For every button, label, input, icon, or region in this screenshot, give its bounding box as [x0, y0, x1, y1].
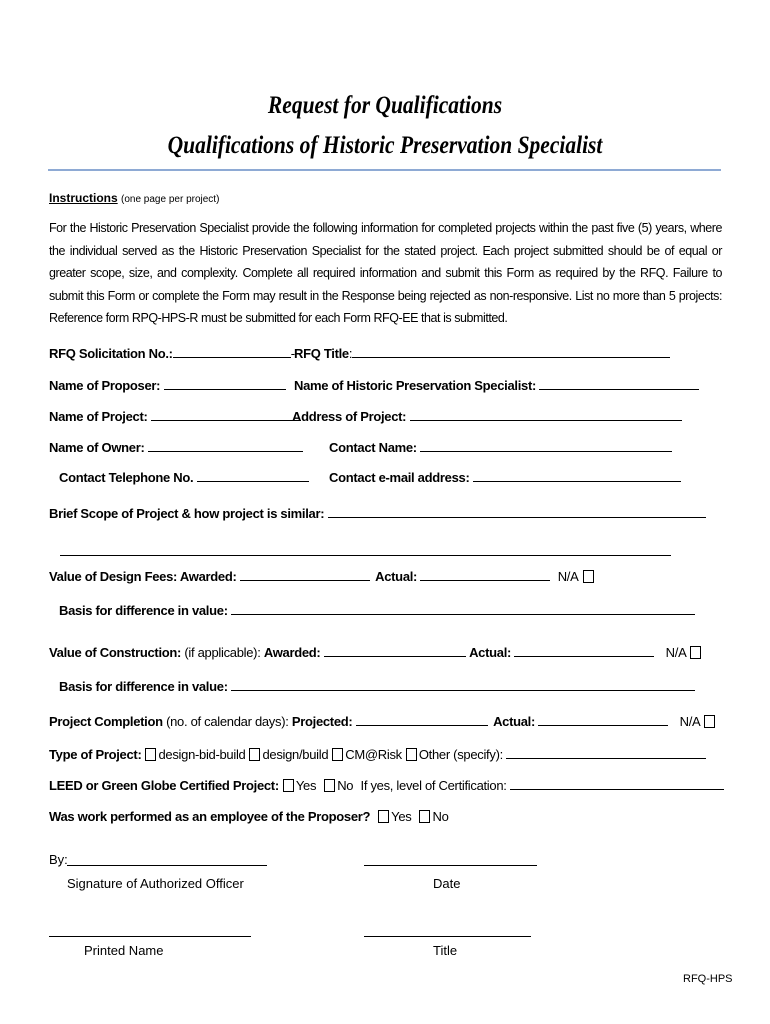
basis-label-1: Basis for difference in value:	[59, 603, 228, 618]
completion-na-checkbox[interactable]	[704, 715, 715, 728]
employee-label: Was work performed as an employee of the Proposer?	[49, 809, 371, 824]
specialist-label: Name of Historic Preservation Specialist:	[294, 378, 537, 393]
project-type-row	[49, 747, 706, 762]
email-label: Contact e-mail address:	[329, 470, 470, 485]
proposer-field[interactable]	[164, 378, 286, 390]
completion-label: Project Completion	[49, 714, 163, 729]
employee-no-label: No	[432, 809, 449, 824]
leed-level-field[interactable]	[510, 778, 724, 790]
scope-label: Brief Scope of Project & how project is similar:	[49, 506, 325, 521]
project-address-label: Address of Project:	[292, 409, 407, 424]
leed-yes-checkbox[interactable]	[283, 779, 294, 792]
telephone-label: Contact Telephone No.	[59, 470, 194, 485]
dbb-checkbox[interactable]	[145, 748, 156, 761]
specialist-field[interactable]	[539, 378, 699, 390]
rfq-title-field[interactable]	[352, 346, 670, 358]
cm-label: CM@Risk	[345, 747, 402, 762]
telephone-row	[59, 470, 309, 485]
date-label: Date	[433, 876, 461, 891]
employee-yes-checkbox[interactable]	[378, 810, 389, 823]
other-field[interactable]	[506, 747, 706, 759]
proposer-row	[49, 378, 286, 393]
rfq-solicitation-label: RFQ Solicitation No.:	[49, 346, 173, 361]
instructions-paragraph: For the Historic Preservation Specialist provide the following information for completed projects within the past five (5) years, where the individual served as the Historic Preservation Specialist for the stated project. Each project submitted should be of equal or greater scope, size, and complexity. Complete all required information and submit this Form as required by the RFQ. Failure to submit this Form or complete the Form may result in the Response being rejected as non-responsive. List no more than 5 projects: Reference form RPQ-HPS-R must be submitted for each Form RFQ-EE that is submitted.	[49, 221, 722, 325]
date-field[interactable]	[364, 865, 537, 866]
completion-actual-label: Actual:	[493, 714, 536, 729]
rfq-title-row	[294, 346, 670, 361]
rfq-solicitation-field[interactable]	[173, 346, 291, 358]
rfq-title-colon: :	[348, 346, 353, 361]
design-fees-na-label: N/A	[557, 569, 579, 584]
design-fees-na-checkbox[interactable]	[583, 570, 594, 583]
by-label: By:	[49, 852, 68, 867]
telephone-field[interactable]	[197, 470, 309, 482]
completion-projected-label: Projected:	[291, 714, 353, 729]
project-address-field[interactable]	[410, 409, 682, 421]
title-rule	[48, 169, 721, 171]
printed-name-label: Printed Name	[84, 943, 164, 958]
scope-field-line-2[interactable]	[60, 555, 671, 556]
construction-row	[49, 645, 703, 660]
basis-field-1[interactable]	[231, 603, 695, 615]
construction-if-applicable: (if applicable):	[184, 645, 261, 660]
construction-awarded-label: Awarded:	[263, 645, 321, 660]
owner-field[interactable]	[148, 440, 303, 452]
title-label: Title	[433, 943, 458, 958]
construction-actual-field[interactable]	[514, 645, 654, 657]
completion-row	[49, 714, 717, 729]
completion-calendar-days: (no. of calendar days):	[166, 714, 289, 729]
employee-yes-label: Yes	[391, 809, 412, 824]
design-fees-awarded-field[interactable]	[240, 569, 370, 581]
owner-label: Name of Owner:	[49, 440, 145, 455]
construction-awarded-field[interactable]	[324, 645, 466, 657]
project-name-field[interactable]	[151, 409, 301, 421]
construction-na-checkbox[interactable]	[690, 646, 701, 659]
design-fees-row	[49, 569, 596, 584]
form-id: RFQ-HPS	[683, 973, 733, 985]
scope-field[interactable]	[328, 506, 706, 518]
other-checkbox[interactable]	[406, 748, 417, 761]
contact-name-label: Contact Name:	[329, 440, 417, 455]
leed-yes-label: Yes	[295, 778, 317, 793]
completion-projected-field[interactable]	[356, 714, 488, 726]
project-name-row	[49, 409, 301, 424]
project-name-label: Name of Project:	[49, 409, 148, 424]
design-fees-label: Value of Design Fees: Awarded:	[49, 569, 237, 584]
leed-no-checkbox[interactable]	[324, 779, 335, 792]
signature-field[interactable]	[67, 865, 267, 866]
completion-na-label: N/A	[679, 714, 701, 729]
rfq-title-label: RFQ Title	[294, 346, 349, 361]
basis-row-2	[59, 679, 695, 694]
title-line-2: Qualifications of Historic Preservation Specialist	[167, 132, 603, 159]
project-type-label: Type of Project:	[49, 747, 142, 762]
construction-label: Value of Construction:	[49, 645, 182, 660]
title-field[interactable]	[364, 936, 531, 937]
leed-level-label: If yes, level of Certification:	[360, 778, 507, 793]
construction-na-label: N/A	[665, 645, 687, 660]
basis-label-2: Basis for difference in value:	[59, 679, 228, 694]
instructions-label: Instructions	[49, 191, 118, 205]
instructions-heading	[49, 191, 219, 205]
proposer-label: Name of Proposer:	[49, 378, 161, 393]
design-fees-actual-label: Actual:	[375, 569, 418, 584]
specialist-row	[294, 378, 699, 393]
employee-no-checkbox[interactable]	[419, 810, 430, 823]
owner-row	[49, 440, 303, 455]
signature-label: Signature of Authorized Officer	[67, 876, 244, 891]
contact-name-field[interactable]	[420, 440, 672, 452]
scope-row	[49, 506, 706, 521]
contact-name-row	[329, 440, 672, 455]
email-field[interactable]	[473, 470, 681, 482]
employee-row	[49, 809, 449, 824]
title-line-1: Request for Qualifications	[267, 92, 503, 119]
leed-label: LEED or Green Globe Certified Project:	[49, 778, 279, 793]
rfq-dash: -	[290, 346, 295, 361]
leed-row	[49, 778, 724, 793]
completion-actual-field[interactable]	[538, 714, 668, 726]
basis-field-2[interactable]	[231, 679, 695, 691]
project-address-row	[292, 409, 682, 424]
construction-actual-label: Actual:	[469, 645, 512, 660]
instructions-note: (one page per project)	[121, 194, 220, 205]
cm-checkbox[interactable]	[332, 748, 343, 761]
leed-no-label: No	[337, 778, 354, 793]
db-checkbox[interactable]	[249, 748, 260, 761]
db-label: design/build	[262, 747, 329, 762]
email-row	[329, 470, 681, 485]
dbb-label: design-bid-build	[158, 747, 246, 762]
rfq-solicitation-row	[49, 346, 295, 361]
basis-row-1	[59, 603, 695, 618]
design-fees-actual-field[interactable]	[420, 569, 550, 581]
other-label: Other (specify):	[418, 747, 503, 762]
printed-name-field[interactable]	[49, 936, 251, 937]
